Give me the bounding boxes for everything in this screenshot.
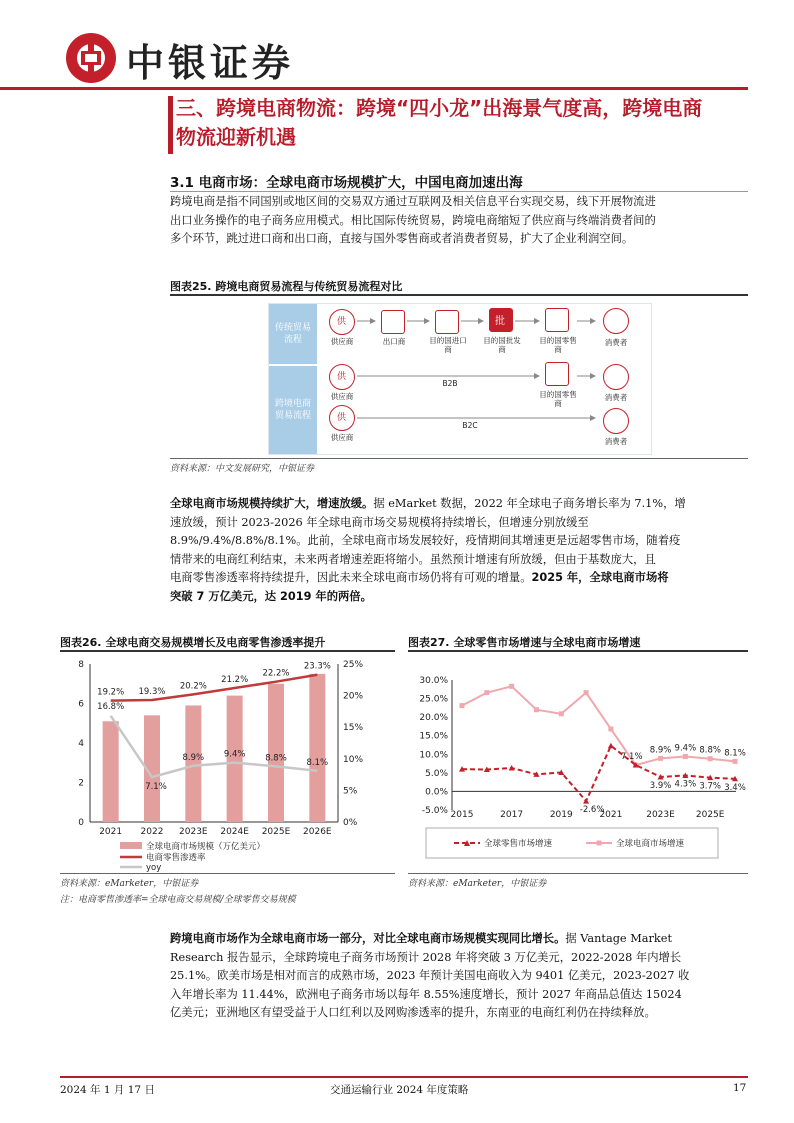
x-tick: 2017 (500, 810, 524, 820)
retail-point (608, 743, 614, 749)
penetration-data-label: 19.3% (138, 687, 166, 698)
fig27-bottom-rule (408, 873, 748, 874)
market-paragraph: 全球电商市场规模持续扩大，增速放缓。据 eMarket 数据，2022 年全球电子商务增长率为 7.1%，增 速放缓，预计 2023-2026 年全球电商市场交易规模将持续增长，但增速分别放缓至 8.9%/9.4%/8.8%/8.1%。此前，全球电商市场发展较好，疫情期间其增速更是远超零售市场，随着疫 情带来的电商红利结束，未来两者增速差距将缩小。虽然预计增速有所放缓，但由于基数庞大，且 电商零售渗透率将持续提升，因此未来全球电商市场仍将有可观的增量。2025 年，全球电商市场将 突破 7 万亿美元，达 2019 年的两倍。 (170, 497, 686, 603)
bank-logo-icon (66, 33, 116, 83)
fig25-bottom-rule (170, 458, 748, 459)
footer-date: 2024 年 1 月 17 日 (60, 1084, 155, 1096)
brand-name: 中银证券 (126, 41, 295, 85)
ecommerce-data-label: 9.4% (674, 743, 697, 754)
x-tick: 2022 (140, 827, 164, 837)
x-tick: 2019 (549, 810, 573, 820)
retail-data-label: 3.4% (724, 782, 746, 793)
node-retailer: 目的国零售商 (539, 336, 577, 354)
y-tick: 20.0% (419, 713, 448, 724)
retail-data-label: 3.9% (649, 780, 672, 791)
y-tick: 10.0% (419, 750, 448, 761)
yoy-data-label: 8.8% (265, 753, 287, 764)
node-importer: 目的国进口商 (429, 336, 467, 354)
retail-data-label: -2.6% (579, 805, 605, 816)
ecommerce-point (460, 703, 465, 708)
trade-flow-diagram (268, 303, 652, 455)
penetration-data-label: 20.2% (179, 681, 207, 692)
node-supplier: 供应商 (330, 337, 354, 346)
penetration-data-label: 19.2% (97, 687, 125, 698)
ecommerce-point (559, 711, 564, 716)
legend-label-ecommerce: 全球电商市场增速 (616, 839, 685, 849)
legend-label-retail: 全球零售市场增速 (484, 839, 553, 849)
y-tick-right: 0% (343, 818, 358, 828)
section-marker (168, 96, 173, 154)
ecommerce-point (608, 727, 613, 732)
bar (309, 674, 325, 822)
y-tick-left: 6 (78, 699, 84, 710)
node-consumer-b2c: 消费者 (604, 437, 628, 446)
growth-comparison-chart (408, 652, 748, 872)
section-title: 三、跨境电商物流：跨境“四小龙”出海景气度高，跨境电商 物流迎新机遇 (176, 96, 703, 149)
y-tick: 0.0% (425, 787, 448, 798)
yoy-data-label: 8.9% (182, 752, 205, 763)
ecommerce-point (484, 690, 489, 695)
retailer-store-icon (545, 362, 569, 386)
fig26-bottom-rule (60, 873, 395, 874)
retail-data-label: 4.3% (674, 779, 697, 790)
legend-marker-ecommerce (597, 841, 602, 846)
penetration-data-label: 23.3% (303, 661, 331, 672)
retail-point (583, 798, 589, 804)
y-tick-left: 8 (78, 660, 84, 670)
y-tick: 5.0% (425, 768, 448, 779)
y-tick-right: 20% (343, 691, 364, 702)
fig26-title: 图表26. 全球电商交易规模增长及电商零售渗透率提升 (60, 636, 326, 649)
importer-icon (435, 310, 459, 334)
y-tick-left: 4 (78, 739, 84, 749)
y-tick-left: 2 (78, 778, 84, 789)
exporter-icon (381, 310, 405, 334)
ecommerce-point (658, 756, 663, 761)
yoy-data-label: 16.8% (97, 701, 125, 712)
x-tick: 2021 (599, 810, 623, 820)
ecommerce-point (509, 684, 514, 689)
consumer-icon (603, 364, 629, 390)
retailer-store-icon (545, 308, 569, 332)
legend-label-penetration: 电商零售渗透率 (146, 853, 206, 863)
legend-label-yoy: yoy (146, 863, 162, 872)
ecommerce-data-label: 8.8% (699, 745, 721, 756)
intro-paragraph: 跨境电商是指不同国别或地区间的交易双方通过互联网及相关信息平台实现交易，线下开展物流进 出口业务操作的电子商务应用模式。相比国际传统贸易，跨境电商缩短了供应商与终端消费者间的 多个环节，跳过进口商和出口商，直接与国外零售商或者消费者贸易，扩大了企业利润空间。 (170, 195, 656, 246)
node-consumer: 消费者 (604, 338, 628, 347)
node-exporter: 出口商 (382, 337, 406, 346)
ecommerce-data-label: 8.9% (649, 745, 672, 756)
consumer-icon (603, 408, 629, 434)
ecommerce-point (683, 754, 688, 759)
penetration-data-label: 21.2% (221, 675, 249, 686)
y-tick: 15.0% (419, 731, 448, 742)
y-tick: 30.0% (419, 676, 448, 686)
penetration-data-label: 22.2% (262, 668, 290, 679)
fig25-top-rule (170, 294, 748, 296)
legend-swatch-bar (120, 842, 142, 849)
bar (103, 721, 119, 822)
x-tick: 2025E (695, 810, 725, 820)
retail-data-label: 3.7% (699, 781, 721, 792)
supplier-icon: 供 (329, 309, 355, 335)
x-tick: 2025E (261, 827, 291, 837)
y-tick: -5.0% (421, 806, 448, 816)
subsection-divider (170, 191, 748, 192)
y-tick-right: 10% (343, 754, 364, 765)
x-tick: 2023E (179, 827, 208, 837)
b2c-label: B2C (462, 421, 478, 430)
header-divider (0, 87, 748, 90)
ecommerce-data-label: 8.1% (724, 748, 746, 759)
x-tick: 2021 (99, 827, 123, 837)
node-consumer-b2b: 消费者 (604, 393, 628, 402)
fig25-source: 资料来源：中文发展研究，中银证券 (170, 464, 315, 474)
ecommerce-point (584, 690, 589, 695)
y-tick-right: 25% (343, 660, 364, 670)
x-tick: 2015 (450, 810, 474, 820)
fig26-source: 资料来源：eMarketer，中银证券 (60, 879, 199, 889)
x-tick: 2023E (646, 810, 675, 820)
legend-label-bar: 全球电商市场规模（万亿美元） (146, 842, 266, 852)
x-tick: 2024E (220, 827, 249, 837)
y-tick-right: 5% (343, 786, 358, 797)
fig26-note: 注：电商零售渗透率=全球电商交易规模/全球零售交易规模 (60, 895, 296, 905)
y-tick-right: 15% (343, 723, 364, 734)
x-tick: 2026E (303, 827, 332, 837)
node-retailer-b2b: 目的国零售商 (539, 390, 577, 408)
y-tick-left: 0 (78, 818, 84, 828)
yoy-line (111, 716, 318, 777)
crossborder-row-label: 跨境电商贸易流程 (269, 366, 317, 454)
bar (185, 705, 201, 822)
supplier-icon: 供 (329, 364, 355, 390)
ecommerce-scale-chart (60, 652, 395, 872)
ecommerce-point (534, 707, 539, 712)
fig27-title: 图表27. 全球零售市场增速与全球电商市场增速 (408, 636, 641, 649)
traditional-row-label: 传统贸易流程 (269, 304, 317, 364)
y-tick: 25.0% (419, 694, 448, 705)
wholesaler-icon: 批 (489, 308, 513, 332)
page-number: 17 (733, 1082, 747, 1094)
supplier-icon: 供 (329, 405, 355, 431)
b2b-label: B2B (442, 379, 458, 388)
consumer-icon (603, 308, 629, 334)
crossborder-paragraph: 跨境电商市场作为全球电商市场一部分，对比全球电商市场规模实现同比增长。据 Vantage Market Research 报告显示，全球跨境电子商务市场预计 2028 年将突破 3 万亿美元，2022-2028 年内增长 25.1%。欧美市场是相对而言的成熟市场，2023 年预计美国电商收入为 9401 亿美元，2023-2027 收 入年增长率为 11.44%，欧洲电子商务市场以每年 8.55%速度增长，预计 2027 年商品总值达 15024 亿美元；亚洲地区有望受益于人口红利以及网购渗透率的提升，东南亚的电商红利仍在持续释放。 (170, 932, 690, 1020)
yoy-data-label: 9.4% (223, 749, 246, 760)
node-supplier-b2b: 供应商 (330, 392, 354, 401)
fig25-title: 图表25. 跨境电商贸易流程与传统贸易流程对比 (170, 280, 403, 293)
subsection-title: 3.1 电商市场：全球电商市场规模扩大，中国电商加速出海 (170, 175, 523, 191)
yoy-data-label: 8.1% (306, 757, 329, 768)
ecommerce-point (708, 756, 713, 761)
yoy-data-label: 7.1% (145, 782, 167, 793)
footer-divider (60, 1076, 748, 1078)
node-wholesaler: 目的国批发商 (483, 336, 521, 354)
ecommerce-data-label: 7.1% (620, 752, 643, 763)
ecommerce-point (733, 759, 738, 764)
footer-report: 交通运输行业 2024 年度策略 (330, 1084, 469, 1096)
fig27-source: 资料来源：eMarketer，中银证券 (408, 879, 547, 889)
retail-growth-line (462, 743, 735, 801)
node-supplier-b2c: 供应商 (330, 433, 354, 442)
